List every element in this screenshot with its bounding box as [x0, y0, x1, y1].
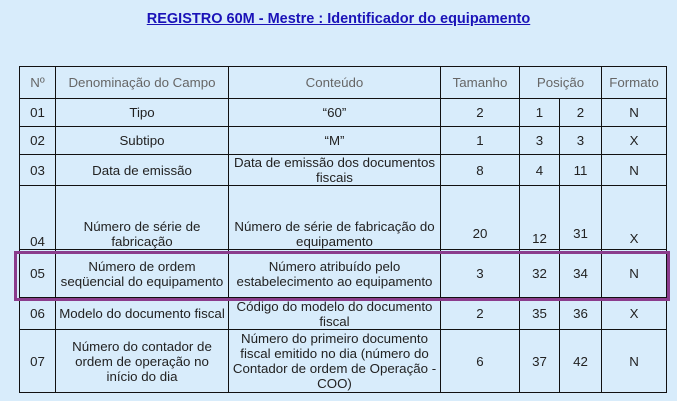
header-conteudo: Conteúdo	[229, 67, 441, 99]
cell-tamanho: 2	[441, 99, 520, 127]
cell-formato: N	[602, 99, 667, 127]
cell-tamanho: 2	[441, 298, 520, 330]
cell-posicao-inicio: 1	[520, 99, 560, 127]
cell-denominacao: Número de ordem seqüencial do equipamento	[56, 250, 229, 298]
table-row-highlighted	[20, 250, 667, 298]
cell-conteudo: “M”	[229, 127, 441, 155]
table-row	[20, 99, 667, 127]
cell-tamanho: 8	[441, 155, 520, 186]
cell-posicao-inicio: 37	[520, 330, 560, 393]
cell-conteudo: Número do primeiro documento fiscal emitido no dia (número do Contador de ordem de Operação - COO)	[229, 330, 441, 393]
header-num: Nº	[20, 67, 56, 99]
cell-formato: X	[602, 127, 667, 155]
table-row	[20, 330, 667, 393]
cell-posicao-inicio: 12	[520, 186, 560, 250]
cell-tamanho: 20	[441, 186, 520, 250]
cell-denominacao: Data de emissão	[56, 155, 229, 186]
table-row	[20, 127, 667, 155]
header-denominacao: Denominação do Campo	[56, 67, 229, 99]
cell-denominacao: Número do contador de ordem de operação no início do dia	[56, 330, 229, 393]
cell-posicao-fim: 42	[560, 330, 602, 393]
cell-posicao-fim: 11	[560, 155, 602, 186]
cell-posicao-inicio: 35	[520, 298, 560, 330]
cell-num: 06	[20, 298, 56, 330]
cell-denominacao: Modelo do documento fiscal	[56, 298, 229, 330]
cell-posicao-inicio: 4	[520, 155, 560, 186]
header-tamanho: Tamanho	[441, 67, 520, 99]
cell-tamanho: 6	[441, 330, 520, 393]
table-header-row	[20, 67, 667, 99]
document-title: REGISTRO 60M - Mestre : Identificador do equipamento	[146, 11, 531, 27]
cell-num: 04	[20, 186, 56, 250]
cell-posicao-fim: 31	[560, 186, 602, 250]
cell-formato: N	[602, 330, 667, 393]
cell-tamanho: 1	[441, 127, 520, 155]
cell-num: 05	[20, 250, 56, 298]
header-posicao: Posição	[520, 67, 602, 99]
cell-formato: X	[602, 298, 667, 330]
cell-conteudo: “60”	[229, 99, 441, 127]
table-row	[20, 186, 667, 250]
cell-denominacao: Tipo	[56, 99, 229, 127]
record-layout-table	[19, 66, 667, 393]
cell-posicao-inicio: 32	[520, 250, 560, 298]
cell-denominacao: Número de série de fabricação	[56, 186, 229, 250]
header-formato: Formato	[602, 67, 667, 99]
cell-formato: X	[602, 186, 667, 250]
cell-num: 07	[20, 330, 56, 393]
cell-posicao-fim: 2	[560, 99, 602, 127]
cell-posicao-inicio: 3	[520, 127, 560, 155]
cell-conteudo: Número atribuído pelo estabelecimento ao equipamento	[229, 250, 441, 298]
cell-formato: N	[602, 155, 667, 186]
cell-num: 01	[20, 99, 56, 127]
cell-conteudo: Número de série de fabricação do equipamento	[229, 186, 441, 250]
cell-denominacao: Subtipo	[56, 127, 229, 155]
cell-num: 03	[20, 155, 56, 186]
cell-posicao-fim: 34	[560, 250, 602, 298]
cell-conteudo: Código do modelo do documento fiscal	[229, 298, 441, 330]
cell-formato: N	[602, 250, 667, 298]
cell-posicao-fim: 3	[560, 127, 602, 155]
table-row	[20, 298, 667, 330]
cell-conteudo: Data de emissão dos documentos fiscais	[229, 155, 441, 186]
cell-num: 02	[20, 127, 56, 155]
cell-tamanho: 3	[441, 250, 520, 298]
table-row	[20, 155, 667, 186]
cell-posicao-fim: 36	[560, 298, 602, 330]
